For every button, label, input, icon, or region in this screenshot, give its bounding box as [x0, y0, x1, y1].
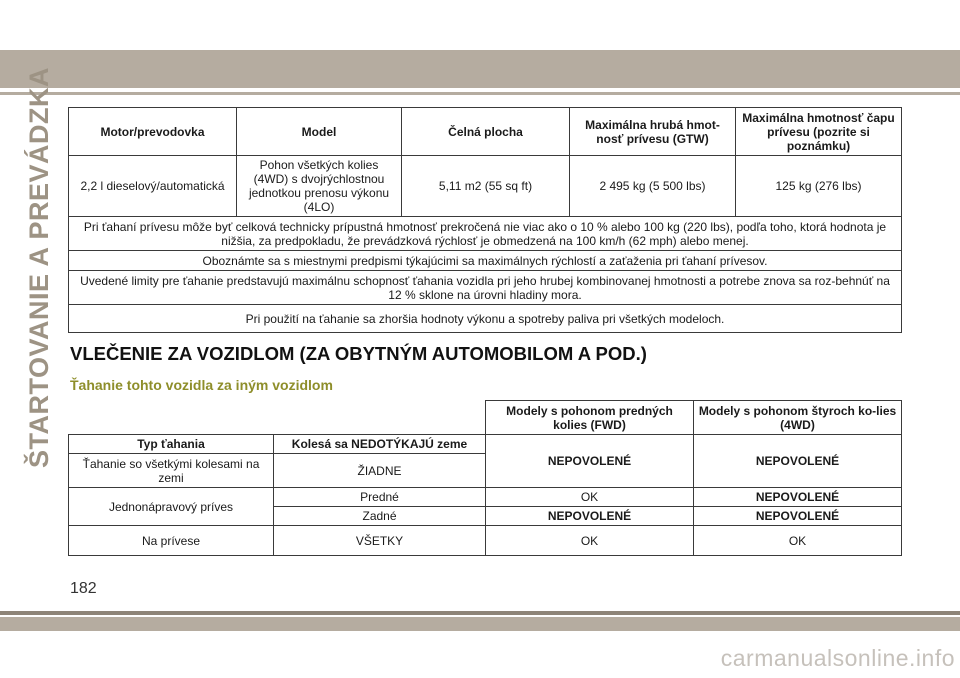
cell-dolly-rear-fwd: NEPOVOLENÉ — [486, 507, 694, 526]
table-subheader-row — [69, 435, 902, 454]
header-bar — [0, 50, 960, 88]
towing-capacity-table — [68, 107, 902, 333]
header-model: Model — [237, 108, 402, 156]
header-gtw: Maximálna hrubá hmot-nosť prívesu (GTW) — [570, 108, 736, 156]
cell-trailer-4wd: OK — [694, 526, 902, 556]
cell-model: Pohon všetkých kolies (4WD) s dvojrýchlostnou jednotkou prenosu výkonu (4LO) — [237, 156, 402, 217]
cell-dolly-rear-4wd: NEPOVOLENÉ — [694, 507, 902, 526]
cell-dolly-front-fwd: OK — [486, 488, 694, 507]
table-row — [69, 156, 902, 217]
note-towing-limits: Uvedené limity pre ťahanie predstavujú maximálnu schopnosť ťahania vozidla pri jeho hrubej kombinovanej hmotnosti a potrebe znova sa roz-behnúť na 12 % sklone na úrovni hladiny mora. — [69, 271, 902, 305]
header-tongue-weight: Maximálna hmotnosť čapu prívesu (pozrite si poznámku) — [736, 108, 902, 156]
header-4wd: Modely s pohonom štyroch ko-lies (4WD) — [694, 401, 902, 435]
cell-dolly-rear: Zadné — [274, 507, 486, 526]
cell-tongue-weight: 125 kg (276 lbs) — [736, 156, 902, 217]
header-towing-type: Typ ťahania — [69, 435, 274, 454]
footer-bar — [0, 617, 960, 631]
header-divider — [0, 92, 960, 95]
table-header-row — [69, 108, 902, 156]
cell-dolly-front: Predné — [274, 488, 486, 507]
header-engine: Motor/prevodovka — [69, 108, 237, 156]
cell-fwd-not-permitted: NEPOVOLENÉ — [486, 435, 694, 488]
cell-4wd-not-permitted: NEPOVOLENÉ — [694, 435, 902, 488]
cell-flat-tow: Ťahanie so všetkými kolesami na zemi — [69, 454, 274, 488]
note-local-regulations: Oboznámte sa s miestnymi predpismi týkajúcimi sa maximálnych rýchlostí a zaťaženia pri ťahaní prívesov. — [69, 251, 902, 271]
table-header-row — [69, 401, 902, 435]
chapter-side-tab-label: ŠTARTOVANIE A PREVÁDZKA — [24, 66, 55, 469]
header-fwd: Modely s pohonom predných kolies (FWD) — [486, 401, 694, 435]
header-wheels-off-ground: Kolesá sa NEDOTÝKAJÚ zeme — [274, 435, 486, 454]
cell-frontal-area: 5,11 m2 (55 sq ft) — [402, 156, 570, 217]
note-row — [69, 305, 902, 333]
cell-trailer-wheels: VŠETKY — [274, 526, 486, 556]
cell-engine: 2,2 l dieselový/automatická — [69, 156, 237, 217]
subsection-title: Ťahanie tohto vozidla za iným vozidlom — [70, 377, 333, 393]
page-number: 182 — [70, 580, 97, 597]
table-row — [69, 526, 902, 556]
cell-trailer-fwd: OK — [486, 526, 694, 556]
note-overload: Pri ťahaní prívesu môže byť celková technicky prípustná hmotnosť prekročená nie viac ako o 10 % alebo 100 kg (220 lbs), podľa toho, ktorá hodnota je nižšia, za predpokladu, že prevádzková rýchlosť je obmedzená na 100 km/h (62 mph) alebo menej. — [69, 217, 902, 251]
top-margin — [0, 0, 960, 50]
note-row — [69, 251, 902, 271]
table-row — [69, 488, 902, 507]
cell-gtw: 2 495 kg (5 500 lbs) — [570, 156, 736, 217]
cell-dolly-front-4wd: NEPOVOLENÉ — [694, 488, 902, 507]
watermark-text: carmanualsonline.info — [720, 645, 955, 671]
cell-flat-tow-wheels: ŽIADNE — [274, 454, 486, 488]
note-performance: Pri použití na ťahanie sa zhoršia hodnoty výkonu a spotreby paliva pri všetkých modeloch. — [69, 305, 902, 333]
header-empty-cell — [69, 401, 486, 435]
header-frontal-area: Čelná plocha — [402, 108, 570, 156]
note-row — [69, 217, 902, 251]
footer-divider — [0, 611, 960, 615]
cell-dolly-tow: Jednonápravový príves — [69, 488, 274, 526]
section-title: VLEČENIE ZA VOZIDLOM (ZA OBYTNÝM AUTOMOBILOM A POD.) — [70, 343, 647, 364]
cell-trailer: Na prívese — [69, 526, 274, 556]
note-row — [69, 271, 902, 305]
chapter-side-tab — [20, 66, 60, 469]
recreational-towing-table — [68, 400, 902, 556]
